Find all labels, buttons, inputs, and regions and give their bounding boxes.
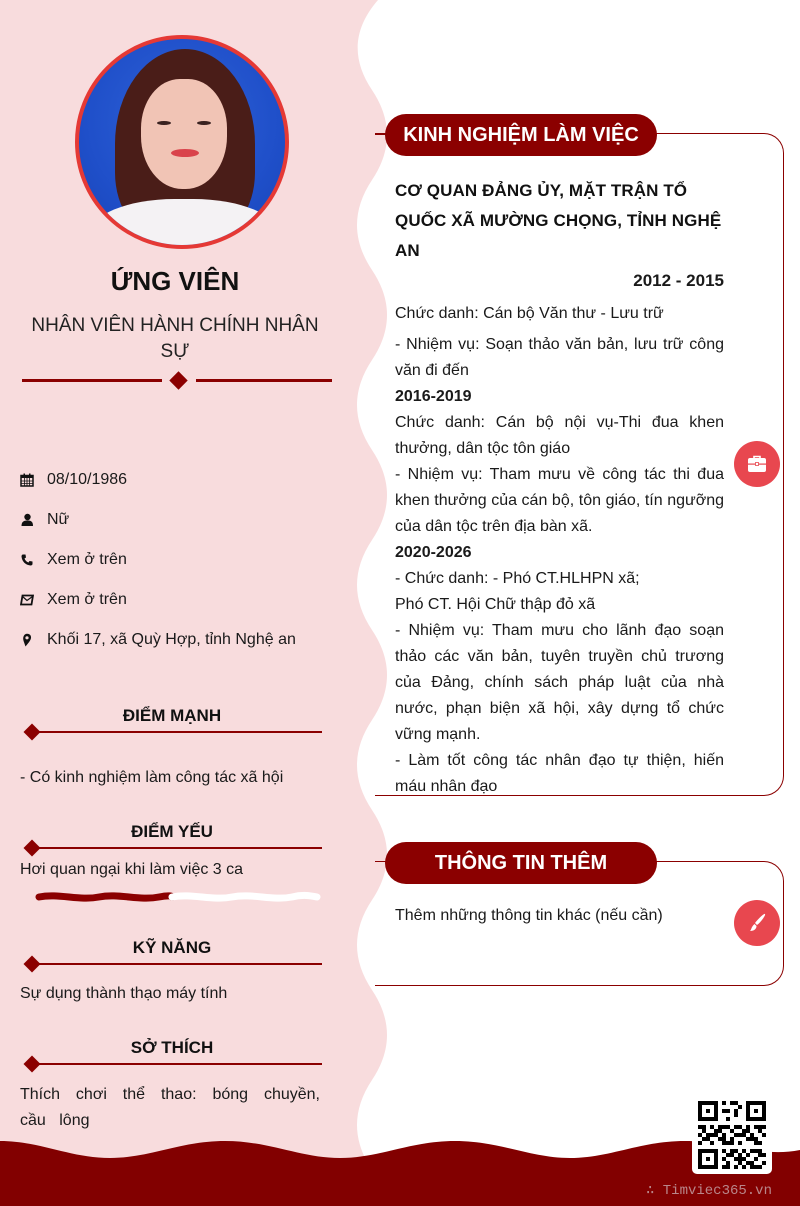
- extra-info-label: THÔNG TIN THÊM: [385, 842, 657, 884]
- experience-line: Phó CT. Hội Chữ thập đỏ xã: [395, 596, 596, 613]
- briefcase-icon: [734, 441, 780, 487]
- contact-gender: [20, 500, 340, 540]
- contact-email-value: Xem ở trên: [47, 591, 127, 608]
- experience-year: 2016-2019: [395, 388, 472, 405]
- avatar: [75, 35, 289, 249]
- avatar-eye: [197, 121, 211, 125]
- weaknesses-text: Hơi quan ngại khi làm việc 3 ca: [20, 861, 244, 878]
- weaknesses-heading: [22, 822, 322, 856]
- avatar-face: [141, 79, 227, 189]
- hobbies-text: Thích chơi thể thao: bóng chuyền, cầu lông: [20, 1086, 320, 1129]
- qr-code: [692, 1096, 772, 1174]
- paint-brush-icon: [734, 900, 780, 946]
- contact-email: [20, 580, 340, 620]
- contact-phone: [20, 540, 340, 580]
- experience-organization: CƠ QUAN ĐẢNG ỦY, MẶT TRẬN TỔ QUỐC XÃ MƯỜNG CHỌNG, TỈNH NGHỆ AN: [395, 181, 722, 260]
- calendar-icon: [20, 472, 47, 488]
- contact-gender-value: Nữ: [47, 511, 70, 528]
- avatar-shirt: [89, 199, 279, 249]
- skills-heading: [22, 938, 322, 972]
- experience-label: KINH NGHIỆM LÀM VIỆC: [385, 114, 657, 156]
- name-divider: [22, 372, 332, 390]
- diamond-icon: [24, 1056, 41, 1073]
- experience-content: [395, 176, 724, 800]
- hobbies-title: SỞ THÍCH: [130, 1038, 214, 1057]
- diamond-icon: [24, 956, 41, 973]
- brand-watermark: ∴ Timviec365.vn: [645, 1183, 772, 1199]
- avatar-eye: [157, 121, 171, 125]
- job-title: NHÂN VIÊN HÀNH CHÍNH NHÂN SỰ: [31, 315, 319, 362]
- candidate-name: ỨNG VIÊN: [110, 266, 240, 296]
- experience-line: Chức danh: Cán bộ Văn thư - Lưu trữ: [395, 305, 664, 322]
- strengths-text: - Có kinh nghiệm làm công tác xã hội: [20, 769, 284, 786]
- experience-line: - Làm tốt công tác nhân đạo tự thiện, hiến máu nhân đạo: [395, 752, 724, 795]
- contact-list: [20, 460, 340, 660]
- skills-title: KỸ NĂNG: [132, 938, 212, 957]
- extra-info-text: Thêm những thông tin khác (nếu cần): [395, 907, 663, 924]
- weakness-level-bar: [34, 890, 322, 904]
- hobbies-heading: [22, 1038, 322, 1072]
- diamond-icon: [169, 371, 187, 389]
- contact-address-value: Khối 17, xã Quỳ Hợp, tỉnh Nghệ an: [47, 631, 296, 648]
- strengths-heading: [22, 706, 322, 740]
- diamond-icon: [24, 724, 41, 741]
- experience-line: - Chức danh: - Phó CT.HLHPN xã;: [395, 570, 640, 587]
- skills-text: Sự dụng thành thạo máy tính: [20, 985, 228, 1002]
- weaknesses-title: ĐIỂM YẾU: [131, 822, 213, 841]
- experience-line: - Nhiệm vụ: Tham mưu cho lãnh đạo soạn thảo các văn bản, tuyên truyền chủ trương của Đảng, chính sách pháp luật của nhà nước, phạn biện xã hội, xây dựng tổ chức vững mạnh.: [395, 622, 724, 743]
- diamond-icon: [24, 840, 41, 857]
- experience-line: Chức danh: Cán bộ nội vụ-Thi đua khen thưởng, dân tộc tôn giáo: [395, 414, 724, 457]
- experience-year: 2020-2026: [395, 544, 472, 561]
- user-icon: [20, 512, 47, 528]
- avatar-lips: [171, 149, 199, 157]
- experience-line: - Nhiệm vụ: Soạn thảo văn bản, lưu trữ công văn đi đến: [395, 336, 724, 379]
- experience-period: 2012 - 2015: [633, 271, 724, 290]
- contact-birthdate: [20, 460, 340, 500]
- contact-phone-value: Xem ở trên: [47, 551, 127, 568]
- strengths-title: ĐIỂM MẠNH: [122, 706, 222, 725]
- envelope-icon: [20, 592, 47, 608]
- phone-icon: [20, 552, 47, 568]
- contact-birthdate-value: 08/10/1986: [47, 471, 128, 488]
- experience-line: - Nhiệm vụ: Tham mưu về công tác thi đua khen thưởng của cán bộ, tôn giáo, tín ngưỡng của dân tộc trên địa bàn xã.: [395, 466, 724, 535]
- contact-address: [20, 620, 340, 660]
- map-marker-icon: [20, 632, 47, 648]
